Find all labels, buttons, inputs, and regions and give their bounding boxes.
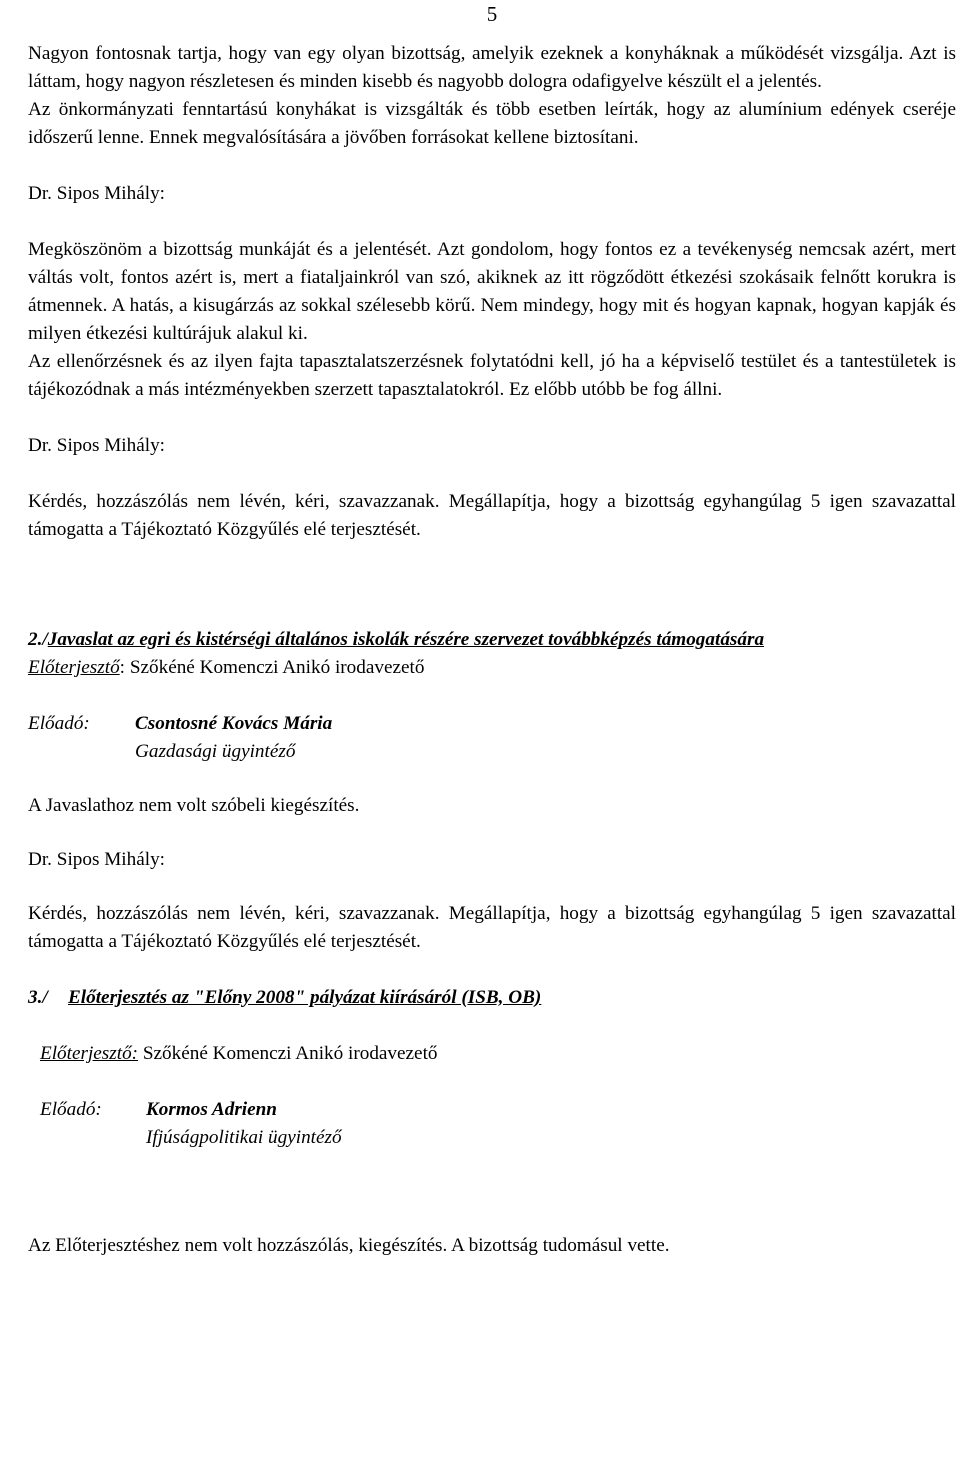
paragraph: Megköszönöm a bizottság munkáját és a jelentését. Azt gondolom, hogy fontos ez a tevékenység nemcsak azért, mert váltás volt, fontos azért is, mert a fiataljainkról van szó, akiknek az itt rögződött étkezési szokásaik felnőtt korukra is átmennek. A hatás, a kisugárzás az sokkal szélesebb körű. Nem mindegy, hogy mit és hogyan kapnak, hogyan kapják és milyen étkezési kultúrájuk alakul ki.: [28, 239, 956, 344]
presenter-label: Előadó:: [40, 1099, 102, 1120]
submitter-label: Előterjesztő:: [40, 1043, 139, 1064]
agenda-item-heading: [28, 984, 956, 1012]
presenter-title-line: [28, 1124, 956, 1152]
agenda-item-title: Előterjesztés az "Előny 2008" pályázat kiírásáról (ISB, OB): [68, 987, 542, 1008]
speaker-name: Dr. Sipos Mihály:: [28, 849, 165, 870]
vote-statement: Kérdés, hozzászólás nem lévén, kéri, szavazzanak. Megállapítja, hogy a bizottság egyhangúlag 5 igen szavazattal támogatta a Tájékoztató Közgyűlés elé terjesztését.: [28, 491, 956, 540]
document-body: [28, 40, 956, 1260]
presenter-name: Kormos Adrienn: [146, 1099, 277, 1120]
presenter-title-line: [28, 738, 956, 766]
page-number: 5: [486, 2, 498, 26]
submitter-name: Szőkéné Komenczi Anikó irodavezető: [125, 657, 425, 678]
agenda-item-heading: [28, 626, 956, 654]
speaker-name: Dr. Sipos Mihály:: [28, 435, 165, 456]
speaker-name: Dr. Sipos Mihály:: [28, 183, 165, 204]
presenter-line: [28, 710, 956, 738]
submitter-sep: :: [119, 657, 126, 678]
paragraph: Az ellenőrzésnek és az ilyen fajta tapasztalatszerzésnek folytatódni kell, jó ha a képviselő testület és a tantestületek is tájékozódnak a más intézményekben szerzett tapasztalatokról. Ez előbb utóbb be fog állni.: [28, 351, 956, 400]
item-note: A Javaslathoz nem volt szóbeli kiegészítés.: [28, 795, 360, 816]
presenter-name: Csontosné Kovács Mária: [135, 713, 333, 734]
agenda-item-title: Javaslat az egri és kistérségi általános iskolák részére szervezet továbbképzés támogatására: [47, 629, 765, 650]
presenter-line: [28, 1096, 956, 1124]
submitter-line: [28, 654, 956, 682]
submitter-line: [28, 1040, 956, 1068]
presenter-title: Ifjúságpolitikai ügyintéző: [146, 1127, 342, 1148]
presenter-label: Előadó:: [28, 713, 90, 734]
submitter-label: Előterjesztő: [28, 657, 120, 678]
submitter-name: Szőkéné Komenczi Anikó irodavezető: [138, 1043, 438, 1064]
paragraph: Az önkormányzati fenntartású konyhákat is vizsgálták és több esetben leírták, hogy az alumínium edények cseréje időszerű lenne. Ennek megvalósítására a jövőben forrásokat kellene biztosítani.: [28, 99, 956, 148]
paragraph: Nagyon fontosnak tartja, hogy van egy olyan bizottság, amelyik ezeknek a konyháknak a működését vizsgálja. Azt is láttam, hogy nagyon részletesen és minden kisebb és nagyobb dologra odafigyelve készült el a jelentés.: [28, 43, 956, 92]
presenter-title: Gazdasági ügyintéző: [135, 741, 296, 762]
agenda-item-number: 3./: [28, 987, 48, 1008]
vote-statement: Kérdés, hozzászólás nem lévén, kéri, szavazzanak. Megállapítja, hogy a bizottság egyhangúlag 5 igen szavazattal támogatta a Tájékoztató Közgyűlés elé terjesztését.: [28, 903, 956, 952]
item-note: Az Előterjesztéshez nem volt hozzászólás, kiegészítés. A bizottság tudomásul vette.: [28, 1235, 670, 1256]
agenda-item-number: 2./: [28, 629, 48, 650]
